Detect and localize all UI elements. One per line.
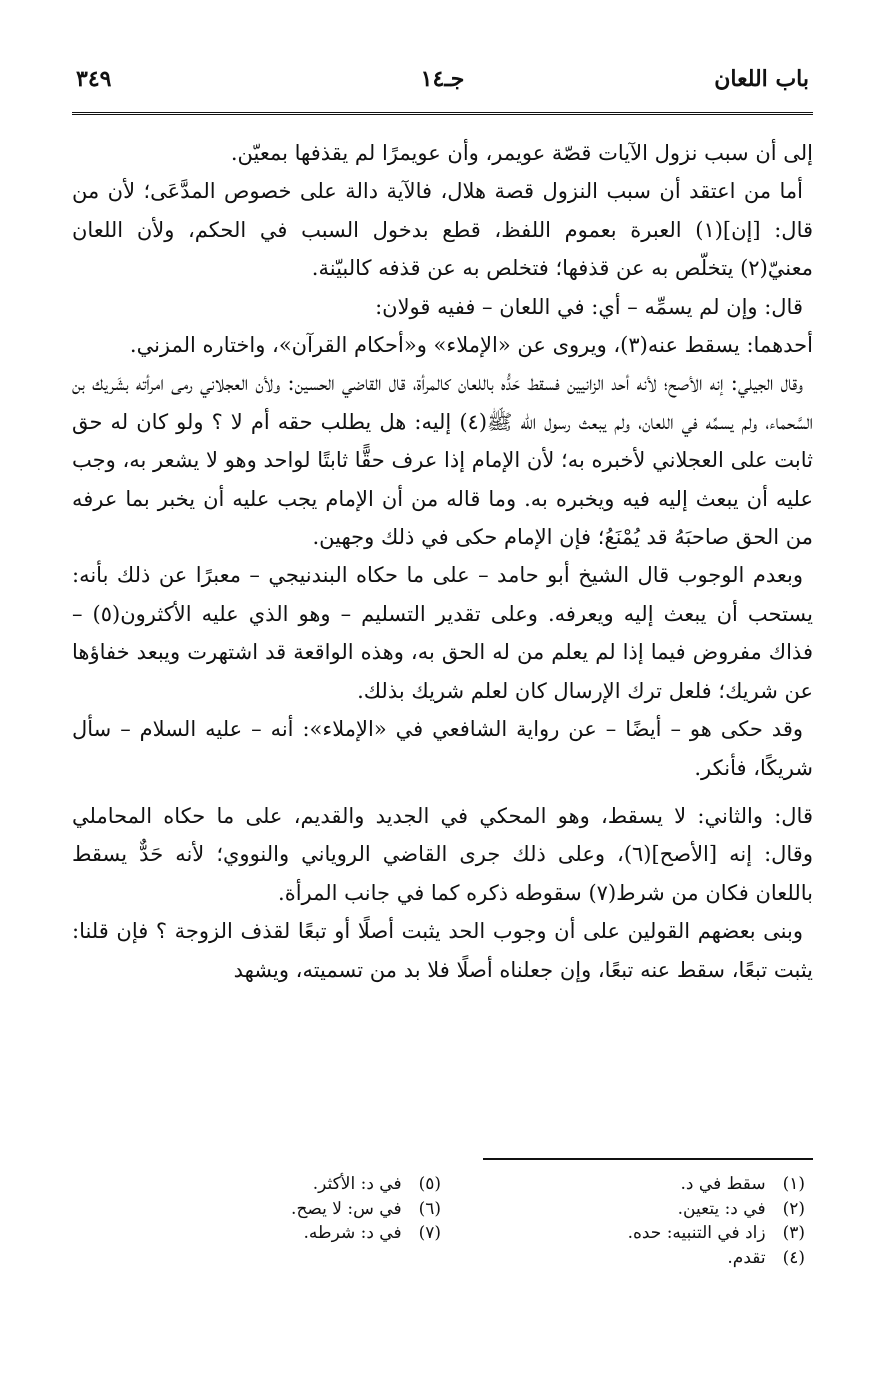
footnote-text: في د: الأكثر. [312, 1174, 402, 1194]
footnote [628, 1246, 805, 1271]
footnote-text: سقط في د. [680, 1174, 766, 1194]
main-text [72, 134, 813, 989]
footnote [628, 1221, 805, 1246]
footnote [628, 1197, 805, 1222]
footnote-text: في د: شرطه. [303, 1223, 402, 1243]
paragraph: وبنى بعضهم القولين على أن وجوب الحد يثبت أصلًا أو تبعًا لقذف الزوجة ؟ فإن قلنا: يثبت تبعًا، سقط عنه تبعًا، وإن جعلناه أصلًا فلا بد من تسميته، ويشهد [72, 919, 813, 982]
footnote-text: في س: لا يصح. [291, 1198, 402, 1219]
footnote-number: (٣) [782, 1223, 805, 1243]
footnote-rule [483, 1158, 813, 1160]
paragraph: إلى أن سبب نزول الآيات قصّة عويمر، وأن عويمرًا لم يقذفها بمعيّن. [230, 141, 813, 165]
footnote-text: في د: يتعين. [677, 1198, 766, 1219]
footnotes-left-column [291, 1172, 441, 1246]
footnote [291, 1197, 441, 1222]
footnote-number: (٦) [418, 1198, 441, 1219]
header-rule [72, 112, 813, 115]
footnote [628, 1172, 805, 1197]
paragraph: وبعدم الوجوب قال الشيخ أبو حامد – على ما حكاه البندنيجي – معبرًا عن ذلك بأنه: يستحب أن يبعث إليه ويعرفه. وعلى تقدير التسليم – وهو الذي عليه الأكثرون(٥) – فذاك مفروض فيما إذا لم يعلم من له الحق به، وهذه الواقعة قد اشتهرت ويبعد خفاؤها عن شريك؛ فلعل ترك الإرسال كان لعلم شريك بذلك. [72, 563, 813, 703]
paragraph: أما من اعتقد أن سبب النزول قصة هلال، فالآية دالة على خصوص المدَّعَى؛ لأن من قال: [إن](١) العبرة بعموم اللفظ، قطع بدخول السبب في الحكم، ولأن اللعان معنيّ(٢) يتخلّص به عن قذفها؛ فتخلص به عن قذفه كالبيّنة. [72, 179, 814, 281]
footnote [291, 1172, 441, 1197]
page-header [72, 60, 813, 100]
footnote-number: (١) [782, 1174, 805, 1194]
paragraph: قال: وإن لم يسمِّه – أي: في اللعان – ففيه قولان: [375, 294, 803, 319]
footnote-number: (٥) [418, 1174, 441, 1194]
footnote-number: (٤) [782, 1247, 805, 1268]
footnotes-right-column [628, 1172, 805, 1270]
page-number: ٣٤٩ [76, 66, 112, 92]
volume-label: جـ١٤ [420, 66, 465, 92]
paragraph: قال: والثاني: لا يسقط، وهو المحكي في الجديد والقديم، على ما حكاه المحاملي وقال: إنه [الأصح](٦)، وعلى ذلك جرى القاضي الروياني والنووي؛ لأنه حَدٌّ يسقط باللعان فكان من شرط(٧) سقوطه ذكره كما في جانب المرأة. [72, 803, 813, 905]
paragraph: وقال الجيلي: إنه الأصح؛ لأنه أحد الزانيين فسقط حَدُّه باللعان كالمرأة، قال القاضي الحسين: ولأن العجلاني رمى امرأته بشَريك بن السَّحماء، ولم يسمِّه في اللعان، ولم يبعث رسول الله ﷺ(٤) إليه: هل يطلب حقه أم لا ؟ ولو كان له حق ثابت على العجلاني لأخبره به؛ لأن الإمام إذا عرف حقًّا ثابتًا لواحد وهو لا يشعر به، وجب عليه أن يبعث إليه فيه ويخبره به. وما قاله من أن الإمام يجب عليه أن يخبر بما عرفه من الحق صاحبَهُ قد يُمْنَعُ؛ فإن الإمام حكى في ذلك وجهين. [72, 371, 814, 550]
chapter-title: باب اللعان [714, 66, 809, 92]
footnote-text: زاد في التنبيه: حده. [627, 1223, 766, 1243]
paragraph: وقد حكى هو – أيضًا – عن رواية الشافعي في «الإملاء»: أنه – عليه السلام – سأل شريكًا، فأنكر. [72, 717, 813, 780]
footnote-text: تقدم. [727, 1247, 766, 1268]
footnote-number: (٧) [418, 1223, 441, 1243]
footnote [291, 1221, 441, 1246]
footnote-number: (٢) [782, 1198, 805, 1219]
paragraph: أحدهما: يسقط عنه(٣)، ويروى عن «الإملاء» و«أحكام القرآن»، واختاره المزني. [129, 333, 813, 358]
